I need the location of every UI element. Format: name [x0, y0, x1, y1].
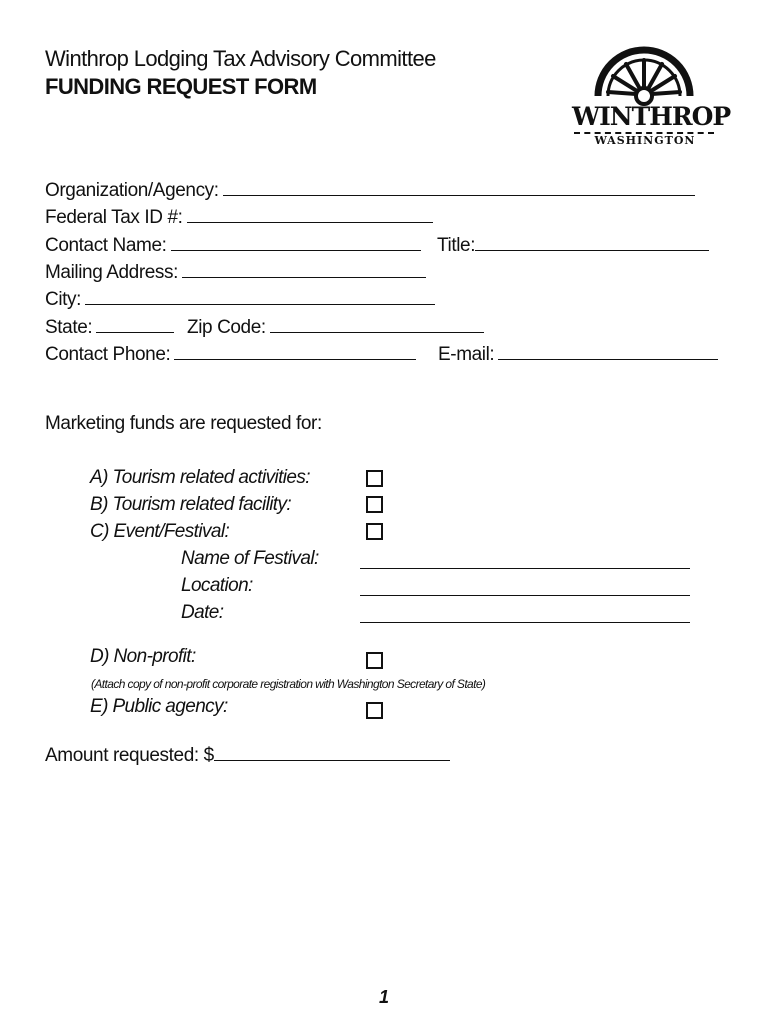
zip-label: Zip Code: — [187, 317, 266, 338]
festival-location-field[interactable] — [360, 595, 690, 596]
page-number: 1 — [379, 987, 390, 1007]
amount-label: Amount requested: $ — [45, 745, 214, 766]
organization-field[interactable] — [223, 181, 695, 196]
amount-field[interactable] — [214, 746, 450, 761]
mailing-address-field[interactable] — [182, 263, 426, 278]
option-c-label: C) Event/Festival: — [90, 521, 230, 542]
phone-row — [45, 344, 416, 366]
option-b-checkbox[interactable] — [366, 496, 383, 513]
title-row — [437, 235, 709, 257]
email-label: E-mail: — [438, 344, 495, 365]
organization-row — [45, 180, 695, 202]
form-committee-title: Winthrop Lodging Tax Advisory Committee — [45, 46, 436, 71]
tax-id-field[interactable] — [187, 208, 433, 223]
option-b-label: B) Tourism related facility: — [90, 494, 292, 515]
festival-date-label: Date: — [181, 602, 224, 623]
option-a-label: A) Tourism related activities: — [90, 467, 310, 488]
organization-label: Organization/Agency: — [45, 180, 219, 201]
tax-id-label: Federal Tax ID #: — [45, 207, 183, 228]
state-field[interactable] — [96, 318, 174, 333]
festival-name-field[interactable] — [360, 568, 690, 569]
email-field[interactable] — [498, 345, 718, 360]
amount-row — [45, 745, 450, 767]
mailing-address-row — [45, 262, 426, 284]
state-row — [45, 317, 174, 339]
option-d-note: (Attach copy of non-profit corporate registration with Washington Secretary of State) — [91, 677, 486, 691]
zip-row — [187, 317, 484, 339]
contact-name-row — [45, 235, 421, 257]
festival-name-label: Name of Festival: — [181, 548, 319, 569]
option-a-checkbox[interactable] — [366, 470, 383, 487]
tax-id-row — [45, 207, 433, 229]
contact-name-field[interactable] — [171, 236, 421, 251]
title-label: Title: — [437, 235, 476, 256]
city-label: City: — [45, 289, 82, 310]
city-row — [45, 289, 435, 311]
phone-field[interactable] — [174, 345, 416, 360]
zip-field[interactable] — [270, 318, 484, 333]
title-field[interactable] — [475, 236, 709, 251]
option-d-checkbox[interactable] — [366, 652, 383, 669]
winthrop-logo — [568, 44, 731, 148]
city-field[interactable] — [85, 290, 435, 305]
mailing-address-label: Mailing Address: — [45, 262, 179, 283]
festival-date-field[interactable] — [360, 622, 690, 623]
contact-name-label: Contact Name: — [45, 235, 167, 256]
email-row — [438, 344, 718, 366]
form-title: FUNDING REQUEST FORM — [45, 74, 317, 99]
option-e-checkbox[interactable] — [366, 702, 383, 719]
festival-location-label: Location: — [181, 575, 253, 596]
logo-name: WINTHROP — [572, 102, 731, 131]
state-label: State: — [45, 317, 93, 338]
option-d-label: D) Non-profit: — [90, 646, 196, 667]
option-e-label: E) Public agency: — [90, 696, 228, 717]
phone-label: Contact Phone: — [45, 344, 171, 365]
option-c-checkbox[interactable] — [366, 523, 383, 540]
purpose-heading: Marketing funds are requested for: — [45, 413, 322, 434]
logo-subtitle: WASHINGTON — [594, 134, 696, 147]
